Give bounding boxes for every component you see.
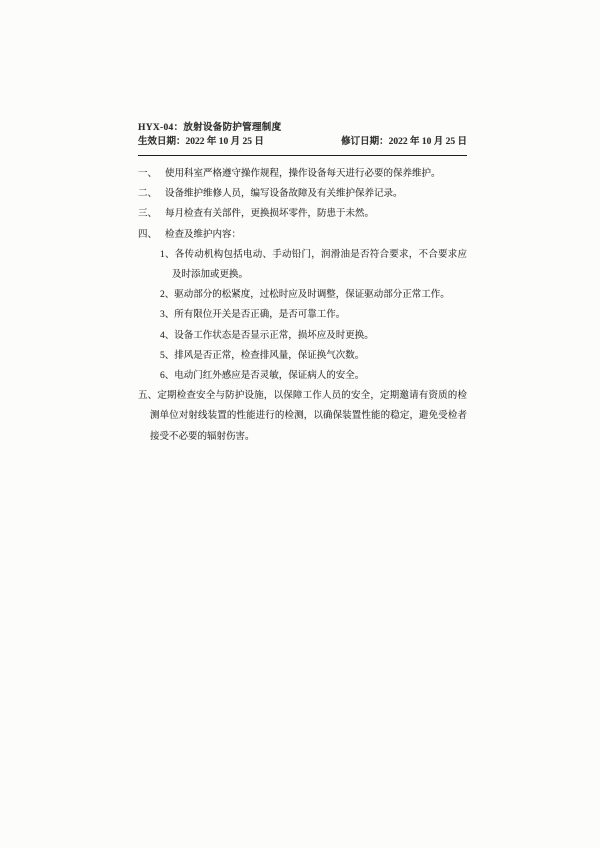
rule-list <box>138 164 467 447</box>
list-item <box>138 225 467 245</box>
effective-date: 生效日期：2022 年 10 月 25 日 <box>138 137 264 147</box>
list-item-text: 定期检查安全与防护设施，以保障工作人员的安全，定期邀请有资质的检测单位对射线装置的性能进行的检测，以确保装置性能的稳定，避免受检者接受不必要的辐射伤害。 <box>150 391 467 442</box>
document-content <box>138 121 467 447</box>
list-subitem <box>138 326 467 346</box>
list-item-marker: 2、 <box>160 290 175 301</box>
list-subitem <box>138 285 467 305</box>
list-item-text: 使用科室严格遵守操作规程，操作设备每天进行必要的保养维护。 <box>165 169 441 179</box>
document-title: HYX-04：放射设备防护管理制度 <box>138 123 282 133</box>
list-item-marker: 五、 <box>138 391 158 402</box>
list-item-marker: 6、 <box>160 371 175 382</box>
list-item-marker: 1、 <box>160 249 175 260</box>
revision-date: 修订日期：2022 年 10 月 25 日 <box>341 137 467 147</box>
list-item <box>138 184 467 204</box>
list-item-marker: 四、 <box>138 229 158 240</box>
list-item-text: 设备工作状态是否显示正常，损坏应及时更换。 <box>174 330 374 341</box>
list-item-marker: 一、 <box>138 169 158 179</box>
list-subitem <box>138 366 467 386</box>
header-divider <box>138 155 467 156</box>
list-subitem <box>138 245 467 285</box>
list-item-text: 电动门红外感应是否灵敏，保证病人的安全。 <box>174 371 365 382</box>
list-item-text: 每月检查有关部件，更换损坏零件，防患于未然。 <box>165 209 375 220</box>
list-item-marker: 5、 <box>160 350 175 361</box>
list-item-text: 各传动机构包括电动、手动铅门，润滑油是否符合要求，不合要求应及时添加或更换。 <box>172 249 467 281</box>
list-subitem <box>138 305 467 325</box>
list-item-marker: 4、 <box>160 330 175 341</box>
list-item-marker: 三、 <box>138 209 158 220</box>
list-item-text: 设备维护维修人员，编写设备故障及有关维护保养记录。 <box>165 189 403 200</box>
list-item-marker: 3、 <box>160 310 175 321</box>
list-item-text: 所有限位开关是否正确，是否可靠工作。 <box>174 310 346 321</box>
list-item <box>138 386 467 447</box>
list-item <box>138 204 467 224</box>
list-item-text: 检查及维护内容： <box>165 229 242 240</box>
list-item-text: 驱动部分的松紧度，过松时应及时调整，保证驱动部分正常工作。 <box>174 290 450 301</box>
list-subitem <box>138 346 467 366</box>
list-item-marker: 二、 <box>138 189 158 200</box>
list-item <box>138 164 467 184</box>
list-item-text: 排风是否正常，检查排风量，保证换气次数。 <box>174 350 365 361</box>
document-date-row <box>138 135 467 150</box>
